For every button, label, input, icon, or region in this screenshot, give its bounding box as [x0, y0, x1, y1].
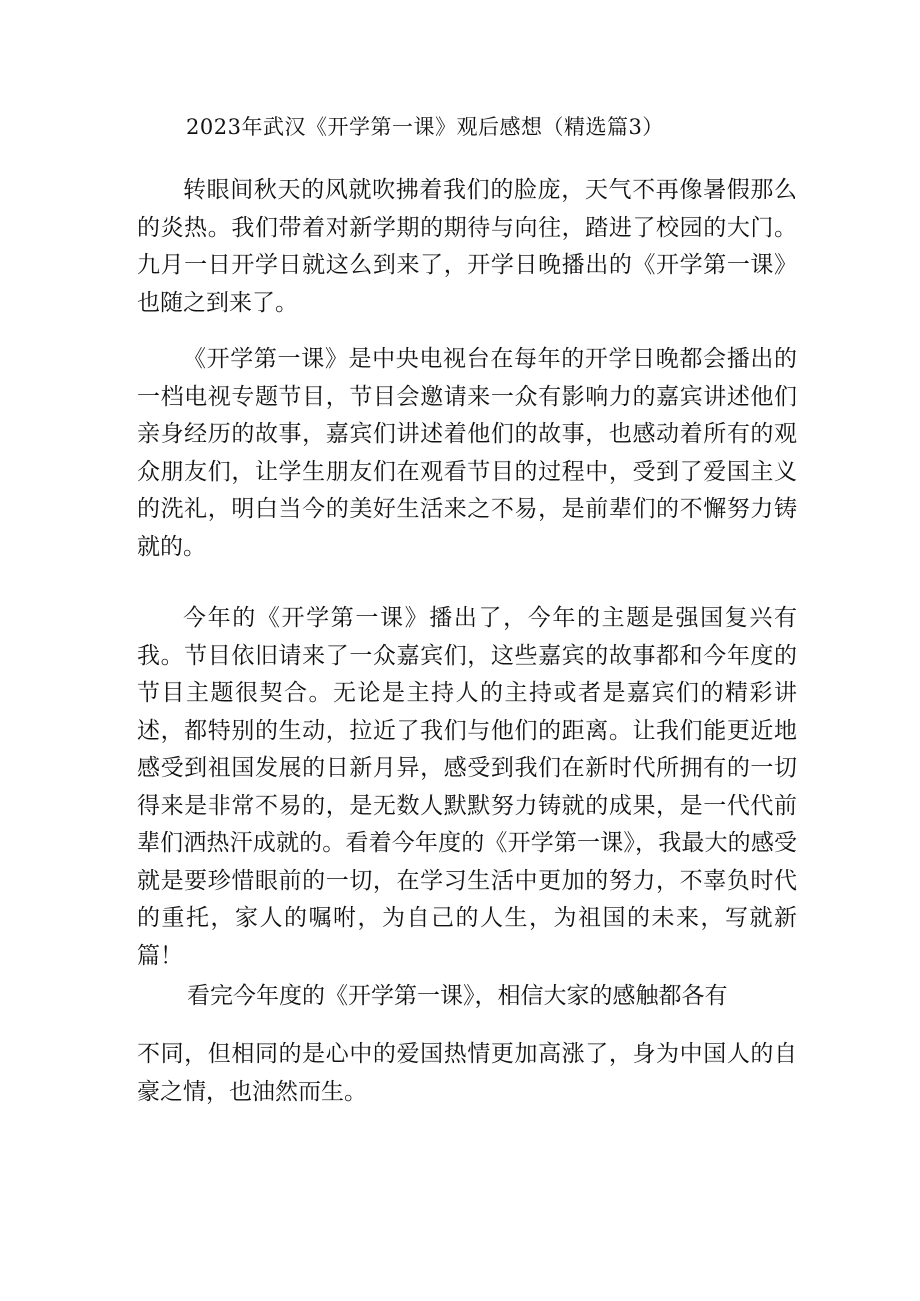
paragraph-4-continuation: 不同，但相同的是心中的爱国热情更加高涨了，身为中国人的自豪之情，也油然而生。 — [137, 1041, 797, 1105]
paragraph-2: 《开学第一课》是中央电视台在每年的开学日晚都会播出的一档电视专题节目，节目会邀请来一众有影响力的嘉宾讲述他们亲身经历的故事，嘉宾们讲述着他们的故事，也感动着所有的观众朋友们，让学生朋友们在观看节目的过程中，受到了爱国主义的洗礼，明白当今的美好生活来之不易，是前辈们的不懈努力铸就的。 — [137, 346, 797, 560]
paragraph-1: 转眼间秋天的风就吹拂着我们的脸庞，天气不再像暑假那么的炎热。我们带着对新学期的期待与向往，踏进了校园的大门。九月一日开学日就这么到来了，开学日晚播出的《开学第一课》也随之到来了。 — [137, 177, 797, 316]
paragraph-4-first-line: 看完今年度的《开学第一课》，相信大家的感触都各有 — [187, 983, 728, 1009]
paragraph-3: 今年的《开学第一课》播出了，今年的主题是强国复兴有我。节目依旧请来了一众嘉宾们，这些嘉宾的故事都和今年度的节目主题很契合。无论是主持人的主持或者是嘉宾们的精彩讲述，都特别的生动，拉近了我们与他们的距离。让我们能更近地感受到祖国发展的日新月异，感受到我们在新时代所拥有的一切得来是非常不易的，是无数人默默努力铸就的成果，是一代代前辈们洒热汗成就的。看着今年度的《开学第一课》，我最大的感受就是要珍惜眼前的一切，在学习生活中更加的努力，不辜负时代的重托，家人的嘱咐，为自己的人生，为祖国的未来，写就新篇！ — [137, 605, 797, 969]
document-title: 2023年武汉《开学第一课》观后感想（精选篇3） — [186, 115, 664, 139]
